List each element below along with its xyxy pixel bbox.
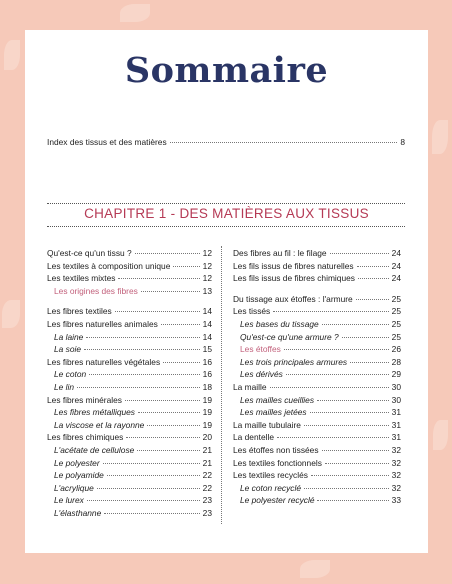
leader-dots [322,450,389,451]
toc-entry-label: Les mailles jetées [240,407,307,418]
leader-dots [342,337,389,338]
toc-entry-label: Les tissés [233,306,271,317]
toc-entry-page: 33 [391,495,401,506]
leader-dots [356,299,389,300]
background-leaf [433,420,448,450]
leader-dots [125,400,200,401]
toc-entry[interactable] [233,306,401,316]
leader-dots [103,463,200,464]
leader-dots [126,437,199,438]
toc-entry-label: Le coton [54,369,87,380]
toc-entry-label: Les origines des fibres [54,285,138,296]
toc-entry-label: Qu'est-ce qu'une armure ? [240,331,339,342]
toc-entry-page: 21 [202,457,212,468]
toc-entry-page: 25 [391,306,401,317]
leader-dots [147,425,199,426]
toc-entry-page: 20 [202,432,212,443]
toc-entry-page: 19 [202,394,212,405]
leader-dots [322,324,389,325]
leader-dots [107,475,200,476]
index-page: 8 [400,137,405,147]
toc-entry[interactable] [233,294,401,304]
leader-dots [325,463,389,464]
toc-entry-label: Le coton recyclé [240,482,301,493]
toc-entry-page: 32 [391,445,401,455]
toc-entry-page: 13 [202,285,212,296]
index-label: Index des tissus et des matières [47,137,167,147]
leader-dots [284,349,389,350]
toc-entry[interactable] [47,495,212,505]
toc-entry-label: Le lin [54,382,75,392]
toc-entry-label: Les fibres chimiques [47,432,124,443]
toc-entry[interactable] [233,483,401,493]
toc-entry-page: 16 [202,369,212,380]
toc-entry-page: 31 [391,407,401,418]
background-leaf [300,560,330,578]
toc-entry-label: La maille tubulaire [233,419,301,430]
toc-entry-page: 14 [202,306,212,317]
toc-entry[interactable] [47,382,212,392]
background-leaf [432,120,448,154]
toc-entry-label: Les dérivés [240,369,283,380]
toc-entry-label: La soie [54,344,82,355]
toc-entry[interactable] [233,407,401,417]
leader-dots [273,311,388,312]
toc-entry[interactable] [47,420,212,430]
toc-entry-label: L'élasthanne [54,508,102,518]
toc-entry-page: 30 [391,394,401,405]
toc-entry[interactable] [47,458,212,468]
toc-entry-label: Qu'est-ce qu'un tissu ? [47,248,132,258]
index-entry[interactable] [47,137,405,147]
toc-entry-page: 28 [391,356,401,367]
leader-dots [89,374,200,375]
chapter-title: CHAPITRE 1 - DES MATIÈRES AUX TISSUS [84,206,369,221]
toc-entry[interactable] [47,470,212,480]
toc-entry-label: Les fibres naturelles végétales [47,356,161,367]
toc-entry-label: Les étoffes [240,344,281,355]
toc-entry-label: Du tissage aux étoffes : l'armure [233,293,353,304]
toc-entry-page: 32 [391,470,401,481]
leader-dots [304,488,389,489]
toc-page [25,30,428,553]
leader-dots [118,278,199,279]
toc-entry-label: La dentelle [233,432,274,443]
toc-entry-page: 32 [391,482,401,493]
toc-entry[interactable] [47,261,212,271]
leader-dots [350,362,389,363]
toc-entry[interactable] [47,332,212,342]
toc-entry[interactable] [47,445,212,455]
toc-entry[interactable] [233,357,401,367]
toc-entry[interactable] [47,483,212,493]
leader-dots [170,142,398,143]
toc-entry[interactable] [233,382,401,392]
toc-entry[interactable] [47,407,212,417]
leader-dots [277,437,389,438]
leader-dots [173,266,199,267]
toc-entry-page: 19 [202,407,212,418]
toc-entry-label: La laine [54,331,84,342]
leader-dots [163,362,200,363]
toc-entry[interactable] [233,395,401,405]
toc-entry[interactable] [233,319,401,329]
leader-dots [311,475,389,476]
toc-entry[interactable] [233,344,401,354]
toc-entry[interactable] [233,495,401,505]
leader-dots [141,291,200,292]
toc-entry-page: 12 [202,260,212,271]
toc-entry-page: 30 [391,382,401,392]
leader-dots [317,400,389,401]
toc-entry-label: Les textiles à composition unique [47,260,171,271]
leader-dots [310,412,389,413]
toc-entry-label: Les textiles mixtes [47,273,116,284]
leader-dots [77,387,200,388]
toc-entry-label: La viscose et la rayonne [54,419,145,430]
toc-entry[interactable] [233,248,401,258]
toc-entry-label: Les textiles fonctionnels [233,457,322,468]
leader-dots [357,266,389,267]
toc-entry[interactable] [47,273,212,283]
toc-entry-label: Des fibres au fil : le filage [233,248,327,258]
toc-entry-page: 24 [391,248,401,258]
leader-dots [330,253,389,254]
toc-entry-page: 31 [391,432,401,443]
toc-entry-page: 25 [391,293,401,304]
toc-entry-page: 23 [202,508,212,518]
toc-entry-label: Les fibres textiles [47,306,112,317]
toc-entry-page: 32 [391,457,401,468]
toc-entry-page: 31 [391,419,401,430]
toc-entry-page: 24 [391,260,401,271]
toc-entry-label: Les fibres naturelles animales [47,319,158,329]
toc-entry[interactable] [47,357,212,367]
toc-entry-label: Les mailles cueillies [240,394,315,405]
toc-entry-label: Les bases du tissage [240,319,319,329]
toc-entry-label: Les trois principales armures [240,356,348,367]
toc-entry-page: 14 [202,331,212,342]
leader-dots [270,387,389,388]
leader-dots [135,253,200,254]
toc-entry-page: 29 [391,369,401,380]
toc-entry[interactable] [47,344,212,354]
toc-entry-label: Les textiles recyclés [233,470,308,481]
toc-entry-page: 25 [391,319,401,329]
toc-entry-page: 22 [202,482,212,493]
toc-entry[interactable] [233,261,401,271]
toc-entry[interactable] [47,508,212,518]
toc-entry-page: 25 [391,331,401,342]
background-leaf [2,300,20,328]
leader-dots [97,488,200,489]
leader-dots [137,450,199,451]
toc-entry-page: 15 [202,344,212,355]
leader-dots [115,311,200,312]
toc-entry[interactable] [47,319,212,329]
toc-entry[interactable] [47,306,212,316]
leader-dots [87,500,200,501]
toc-entry-page: 21 [202,445,212,455]
leader-dots [138,412,200,413]
toc-entry-page: 24 [391,273,401,284]
toc-entry[interactable] [233,420,401,430]
background-leaf [4,40,20,70]
leader-dots [86,337,199,338]
toc-entry-label: Les fibres métalliques [54,407,135,418]
leader-dots [84,349,200,350]
toc-entry-page: 14 [202,319,212,329]
leader-dots [304,425,389,426]
leader-dots [104,513,199,514]
toc-entry-label: Le polyester recyclé [240,495,315,506]
toc-entry-page: 22 [202,470,212,481]
toc-entry-page: 19 [202,419,212,430]
chapter-rule-top [47,203,405,204]
leader-dots [317,500,388,501]
leader-dots [286,374,389,375]
toc-entry-label: Le lurex [54,495,84,506]
toc-entry[interactable] [47,248,212,258]
toc-entry-label: Le polyester [54,457,100,468]
toc-entry[interactable] [47,286,212,296]
chapter-rule-bottom [47,226,405,227]
toc-entry-page: 16 [202,356,212,367]
toc-entry-label: L'acétate de cellulose [54,445,135,455]
toc-entry[interactable] [233,369,401,379]
toc-entry-label: Le polyamide [54,470,104,481]
column-divider [221,246,222,524]
toc-entry[interactable] [233,332,401,342]
toc-entry-page: 26 [391,344,401,355]
toc-entry[interactable] [47,395,212,405]
toc-entry-label: L'acrylique [54,482,94,493]
toc-entry[interactable] [47,369,212,379]
toc-entry-label: Les étoffes non tissées [233,445,319,455]
toc-entry[interactable] [47,432,212,442]
toc-entry-label: Les fibres minérales [47,394,122,405]
toc-entry-page: 12 [202,273,212,284]
toc-entry-label: Les fils issus de fibres naturelles [233,260,354,271]
toc-entry[interactable] [233,445,401,455]
toc-entry-page: 18 [202,382,212,392]
toc-entry[interactable] [233,273,401,283]
toc-entry[interactable] [233,458,401,468]
page-title: Sommaire [124,50,329,91]
toc-entry-label: La maille [233,382,267,392]
toc-entry[interactable] [233,470,401,480]
toc-entry-page: 23 [202,495,212,506]
leader-dots [161,324,200,325]
background-leaf [120,4,150,22]
toc-entry[interactable] [233,432,401,442]
leader-dots [358,278,389,279]
toc-entry-page: 12 [202,248,212,258]
toc-entry-label: Les fils issus de fibres chimiques [233,273,355,284]
